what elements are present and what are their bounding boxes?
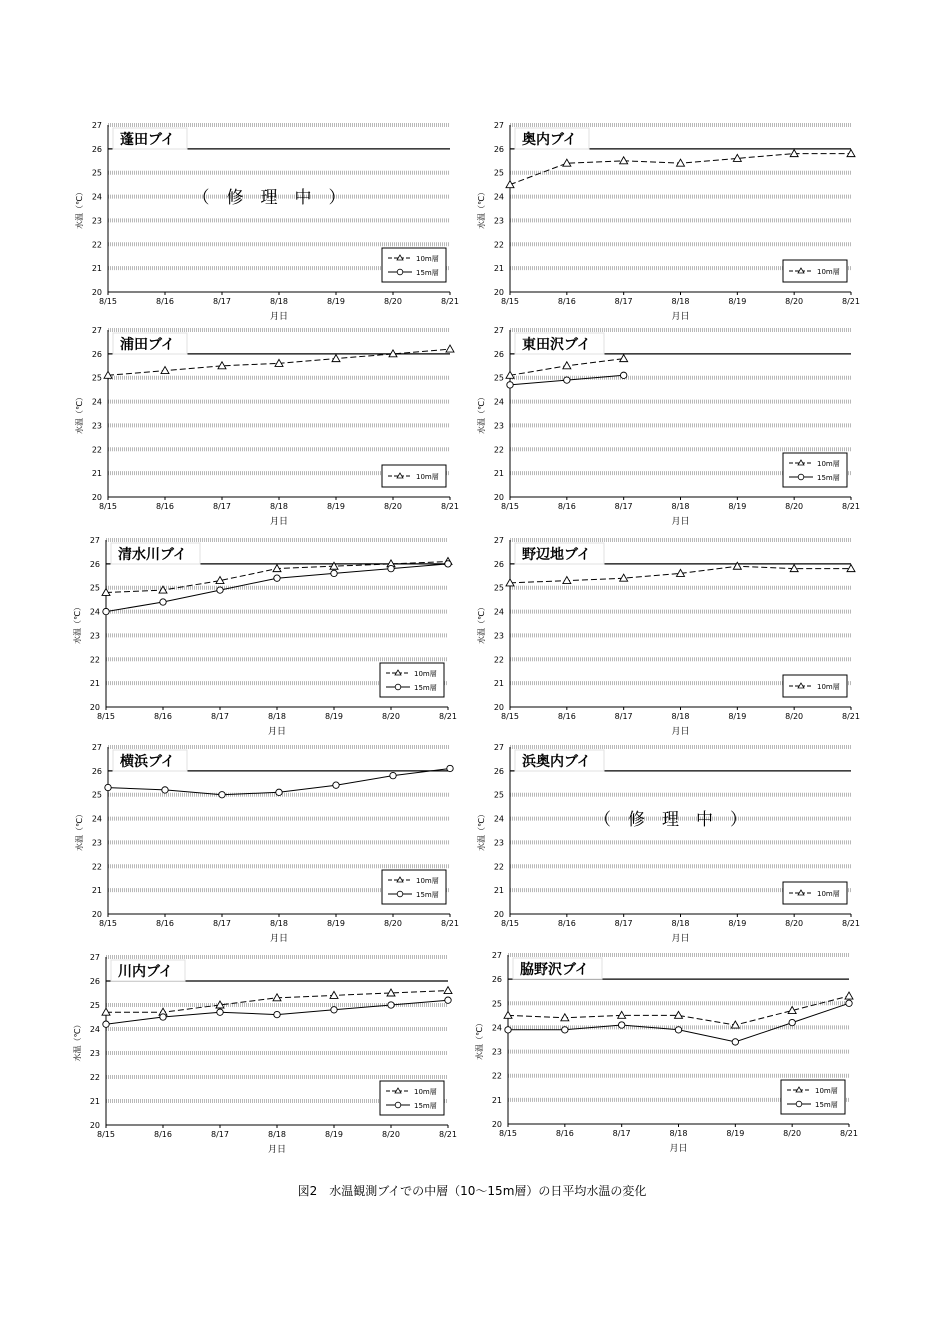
y-tick-label: 24 [493,607,504,617]
x-tick-label: 8/16 [156,919,174,928]
x-tick-label: 8/21 [842,297,860,306]
legend-label: 10m層 [416,473,439,481]
x-tick-label: 8/16 [557,919,576,928]
y-axis-label: 水温（℃） [75,393,84,434]
y-axis-label: 水温（℃） [75,188,84,229]
y-tick-label: 26 [91,766,102,776]
x-axis-label: 月日 [671,934,690,944]
x-tick-label: 8/19 [325,1130,343,1139]
y-tick-label: 21 [89,679,100,689]
y-tick-label: 25 [491,999,502,1009]
x-tick-label: 8/19 [726,1129,745,1138]
y-tick-label: 26 [493,766,504,776]
x-tick-label: 8/16 [557,297,576,306]
y-tick-label: 24 [491,1023,502,1033]
data-point [620,574,628,581]
x-tick-label: 8/15 [99,297,117,306]
x-tick-label: 8/17 [612,1129,631,1138]
x-tick-label: 8/15 [501,919,519,928]
y-tick-label: 21 [91,886,102,896]
x-tick-label: 8/17 [213,502,231,511]
x-tick-label: 8/21 [441,919,459,928]
chart-panel-10 [474,951,858,1154]
chart-title: 蓬田ブイ [120,132,175,148]
y-tick-label: 27 [91,326,102,335]
chart-title: 浜奥内ブイ [522,754,591,770]
y-tick-label: 23 [493,216,504,226]
chart-title: 野辺地ブイ [522,547,591,563]
y-tick-label: 21 [493,886,504,896]
x-tick-label: 8/20 [785,919,804,928]
y-tick-label: 24 [493,192,504,202]
chart-panel-2 [476,121,860,322]
data-point [504,1011,512,1018]
x-tick-label: 8/16 [156,502,174,511]
y-tick-label: 23 [493,838,504,848]
data-point [332,355,340,362]
data-point [331,570,337,576]
data-point [789,1019,795,1025]
x-axis-label: 月日 [671,312,690,322]
data-point [274,575,280,581]
y-tick-label: 27 [491,951,502,960]
x-tick-label: 8/21 [842,502,860,511]
legend-label: 10m層 [414,1088,437,1096]
y-tick-label: 25 [493,168,504,178]
y-tick-label: 20 [89,1121,100,1130]
x-tick-label: 8/18 [671,297,690,306]
legend-marker [397,269,403,275]
legend-label: 10m層 [817,683,840,691]
y-tick-label: 25 [89,1001,100,1010]
x-tick-label: 8/15 [501,502,519,511]
data-point [333,782,339,788]
y-tick-label: 27 [493,121,504,130]
y-tick-label: 25 [91,168,102,178]
x-tick-label: 8/21 [439,1130,457,1139]
y-tick-label: 27 [493,326,504,335]
x-tick-label: 8/21 [842,919,860,928]
repair-annotation: （ 修 理 中 ） [192,188,346,208]
data-point [675,1011,683,1018]
x-tick-label: 8/16 [154,1130,172,1139]
y-tick-label: 23 [91,216,102,226]
legend-marker [395,684,401,690]
x-tick-label: 8/20 [785,502,804,511]
chart-panel-3 [74,326,459,527]
y-tick-label: 26 [91,144,102,154]
y-tick-label: 26 [89,559,100,569]
data-point [620,372,626,378]
repair-annotation: （ 修 理 中 ） [594,810,747,830]
x-tick-label: 8/17 [614,502,633,511]
y-tick-label: 20 [89,703,100,712]
chart-title: 奥内ブイ [522,132,577,148]
x-tick-label: 8/17 [614,712,633,721]
x-tick-label: 8/19 [728,297,747,306]
y-tick-label: 21 [493,469,504,479]
y-axis-label: 水温（℃） [477,393,486,434]
y-axis-label: 水温（℃） [477,603,486,644]
data-point [161,367,169,374]
x-axis-label: 月日 [669,1144,688,1154]
series-line-1 [510,154,851,185]
x-tick-label: 8/15 [501,712,519,721]
x-tick-label: 8/20 [384,297,402,306]
y-tick-label: 23 [89,1049,100,1058]
x-tick-label: 8/17 [614,297,633,306]
y-tick-label: 24 [91,814,102,824]
chart-panel-6 [476,536,860,737]
x-tick-label: 8/19 [327,502,345,511]
y-tick-label: 22 [493,862,504,872]
data-point [447,765,453,771]
y-tick-label: 20 [91,910,102,919]
y-axis-label: 水温（℃） [73,603,82,644]
y-tick-label: 23 [491,1047,502,1057]
y-tick-label: 22 [89,1073,100,1082]
data-point [732,1039,738,1045]
x-tick-label: 8/20 [783,1129,802,1138]
data-point [445,561,451,567]
chart-title: 脇野沢ブイ [520,962,589,978]
legend-label: 10m層 [817,268,840,276]
data-point [620,355,628,362]
y-tick-label: 22 [91,862,102,872]
x-tick-label: 8/18 [671,919,690,928]
legend-marker [796,1101,802,1107]
y-tick-label: 21 [493,264,504,274]
legend-label: 10m層 [815,1087,838,1095]
data-point [219,792,225,798]
chart-title: 川内ブイ [118,964,173,980]
chart-panel-7 [74,743,459,944]
y-tick-label: 27 [89,536,100,545]
chart-panel-4 [476,326,860,527]
y-tick-label: 20 [91,493,102,502]
x-tick-label: 8/17 [213,919,231,928]
y-tick-label: 24 [89,1025,100,1034]
y-tick-label: 27 [89,953,100,962]
x-tick-label: 8/17 [614,919,633,928]
legend-marker [798,474,804,480]
y-tick-label: 21 [493,679,504,689]
data-point [507,382,513,388]
y-tick-label: 24 [89,607,100,617]
x-tick-label: 8/19 [325,712,343,721]
x-tick-label: 8/18 [671,712,690,721]
chart-title: 横浜ブイ [120,754,175,770]
data-point [330,991,338,998]
y-tick-label: 23 [91,421,102,431]
legend-label: 10m層 [817,460,840,468]
y-tick-label: 21 [91,469,102,479]
legend-label: 15m層 [817,474,840,482]
y-tick-label: 22 [91,240,102,250]
y-tick-label: 23 [91,838,102,848]
chart-title: 浦田ブイ [120,337,175,353]
x-axis-label: 月日 [671,517,690,527]
legend-label: 15m層 [414,684,437,692]
data-point [388,1002,394,1008]
data-point [217,587,223,593]
y-tick-label: 23 [493,631,504,641]
data-point [390,772,396,778]
legend-label: 10m層 [817,890,840,898]
x-tick-label: 8/15 [499,1129,517,1138]
x-tick-label: 8/19 [728,502,747,511]
data-point [618,1022,624,1028]
x-tick-label: 8/18 [669,1129,688,1138]
legend-marker [395,1102,401,1108]
y-tick-label: 27 [91,121,102,130]
x-tick-label: 8/16 [557,712,576,721]
y-tick-label: 22 [89,655,100,665]
y-tick-label: 22 [91,445,102,455]
y-tick-label: 25 [493,790,504,800]
x-tick-label: 8/18 [268,712,286,721]
x-axis-label: 月日 [267,727,287,737]
legend-label: 10m層 [416,877,439,885]
x-tick-label: 8/15 [99,919,117,928]
x-tick-label: 8/20 [785,297,804,306]
y-axis-label: 水温（℃） [477,188,486,229]
y-tick-label: 26 [89,977,100,986]
y-axis-label: 水温（℃） [73,1020,82,1062]
y-tick-label: 26 [493,559,504,569]
y-tick-label: 26 [491,975,502,985]
data-point [162,787,168,793]
data-point [845,992,853,999]
legend-label: 15m層 [416,891,439,899]
y-tick-label: 21 [491,1095,502,1105]
y-tick-label: 26 [91,349,102,359]
y-tick-label: 22 [493,445,504,455]
y-tick-label: 22 [493,655,504,665]
chart-panel-9 [72,953,457,1155]
x-tick-label: 8/16 [557,502,576,511]
x-tick-label: 8/17 [211,1130,229,1139]
y-axis-label: 水温（℃） [75,810,84,851]
data-point [445,997,451,1003]
x-tick-label: 8/18 [671,502,690,511]
y-tick-label: 24 [91,397,102,407]
data-point [620,157,628,164]
chart-title: 清水川ブイ [118,547,187,563]
x-tick-label: 8/20 [382,712,400,721]
y-tick-label: 22 [493,240,504,250]
x-axis-label: 月日 [267,1145,287,1155]
x-tick-label: 8/21 [441,502,459,511]
chart-panel-1 [74,121,459,322]
data-point [274,1011,280,1017]
y-tick-label: 20 [493,288,504,297]
x-tick-label: 8/20 [382,1130,400,1139]
legend-label: 10m層 [416,255,439,263]
x-tick-label: 8/21 [441,297,459,306]
y-tick-label: 25 [89,583,100,593]
y-tick-label: 24 [493,814,504,824]
data-point [103,1021,109,1027]
y-tick-label: 27 [493,536,504,545]
data-point [505,1027,511,1033]
data-point [217,1009,223,1015]
legend-label: 15m層 [416,269,439,277]
data-point [105,784,111,790]
x-tick-label: 8/20 [384,919,402,928]
data-point [103,608,109,614]
y-tick-label: 23 [493,421,504,431]
data-point [331,1007,337,1013]
legend-label: 10m層 [414,670,437,678]
y-tick-label: 20 [91,288,102,297]
x-tick-label: 8/20 [384,502,402,511]
data-point [388,565,394,571]
x-tick-label: 8/18 [270,502,288,511]
figure-caption: 図2 水温観測ブイでの中層（10～15m層）の日平均水温の変化 [297,1184,647,1198]
y-tick-label: 24 [493,397,504,407]
data-point [563,362,571,369]
y-tick-label: 25 [91,373,102,383]
x-tick-label: 8/16 [154,712,172,721]
legend-marker [397,891,403,897]
y-tick-label: 20 [493,703,504,712]
x-tick-label: 8/16 [555,1129,574,1138]
x-tick-label: 8/21 [842,712,860,721]
y-tick-label: 20 [493,493,504,502]
y-tick-label: 25 [493,583,504,593]
y-tick-label: 21 [89,1097,100,1106]
x-tick-label: 8/19 [728,919,747,928]
x-tick-label: 8/18 [268,1130,286,1139]
data-point [846,1000,852,1006]
chart-panel-5 [72,536,457,737]
x-axis-label: 月日 [269,312,289,322]
x-tick-label: 8/15 [97,712,115,721]
y-tick-label: 25 [493,373,504,383]
x-tick-label: 8/20 [785,712,804,721]
data-point [276,789,282,795]
y-tick-label: 20 [493,910,504,919]
y-tick-label: 21 [91,264,102,274]
x-tick-label: 8/21 [439,712,457,721]
x-tick-label: 8/21 [840,1129,858,1138]
y-tick-label: 26 [493,144,504,154]
data-point [160,599,166,605]
x-tick-label: 8/18 [270,297,288,306]
x-tick-label: 8/16 [156,297,174,306]
data-point [160,1014,166,1020]
y-tick-label: 24 [91,192,102,202]
y-tick-label: 27 [493,743,504,752]
data-point [562,1027,568,1033]
data-point [446,345,454,352]
chart-panel-8 [476,743,860,944]
data-point [444,987,452,994]
y-axis-label: 水温（℃） [477,810,486,851]
x-tick-label: 8/19 [728,712,747,721]
y-tick-label: 26 [493,349,504,359]
data-point [564,377,570,383]
x-tick-label: 8/19 [327,919,345,928]
x-tick-label: 8/19 [327,297,345,306]
x-axis-label: 月日 [269,934,289,944]
x-tick-label: 8/17 [213,297,231,306]
data-point [847,565,855,572]
x-tick-label: 8/15 [501,297,519,306]
x-axis-label: 月日 [671,727,690,737]
y-tick-label: 27 [91,743,102,752]
chart-title: 東田沢ブイ [522,337,591,353]
x-tick-label: 8/15 [99,502,117,511]
data-point [506,181,514,188]
x-tick-label: 8/17 [211,712,229,721]
y-tick-label: 20 [491,1120,502,1129]
y-tick-label: 23 [89,631,100,641]
x-axis-label: 月日 [269,517,289,527]
x-tick-label: 8/15 [97,1130,115,1139]
legend-label: 15m層 [414,1102,437,1110]
y-tick-label: 25 [91,790,102,800]
data-point [675,1027,681,1033]
y-axis-label: 水温（℃） [475,1019,484,1060]
x-tick-label: 8/18 [270,919,288,928]
y-tick-label: 22 [491,1071,502,1081]
legend-label: 15m層 [815,1101,838,1109]
data-point [618,1011,626,1018]
